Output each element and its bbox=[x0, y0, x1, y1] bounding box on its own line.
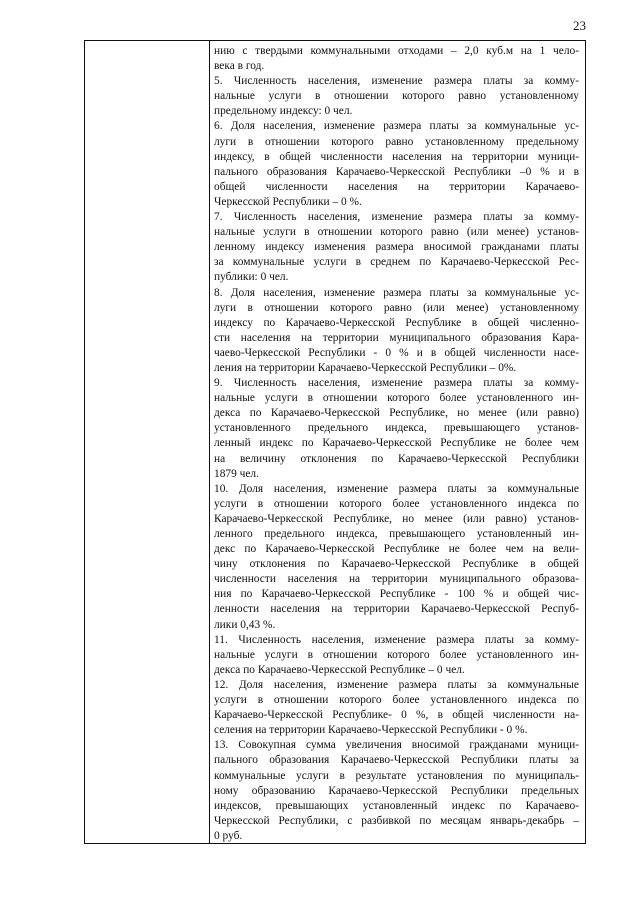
document-table bbox=[84, 40, 586, 844]
text-line: ному образованию Карачаево-Черкесской Республики предельных bbox=[214, 784, 579, 797]
text-line: 11. Численность населения, изменение размера платы за комму- bbox=[214, 633, 579, 646]
text-line: ленному индексу изменения размера вносимой гражданами платы bbox=[214, 241, 579, 254]
text-line: лики 0,43 %. bbox=[214, 618, 276, 631]
text-line: 13. Совокупная сумма увеличения вносимой гражданами муници- bbox=[214, 739, 579, 752]
text-line: декса по Карачаево-Черкесской Республике – 0 чел. bbox=[214, 663, 465, 676]
text-line: 8. Доля населения, изменение размера платы за коммунальные ус- bbox=[214, 286, 579, 299]
text-line: общей численности населения на территории Карачаево- bbox=[214, 180, 579, 193]
text-line: публики: 0 чел. bbox=[214, 271, 289, 284]
text-line: 6. Доля населения, изменение размера платы за коммунальные ус- bbox=[214, 120, 579, 133]
text-line: 1879 чел. bbox=[214, 467, 259, 480]
text-line: услуги в отношении которого более установленного индекса по bbox=[214, 694, 579, 707]
table-left-cell bbox=[85, 41, 210, 843]
text-line: ления на территории Карачаево-Черкесской Республики – 0%. bbox=[214, 361, 517, 374]
page-number: 23 bbox=[573, 18, 586, 33]
text-line: на величину отклонения по Карачаево-Черкесской Республики bbox=[214, 452, 579, 465]
table-right-cell bbox=[210, 41, 585, 843]
text-line: нальные услуги в отношении которого равно (или менее) установ- bbox=[214, 226, 579, 239]
text-line: нальные услуги в отношении которого более установленного ин- bbox=[214, 648, 579, 661]
text-line: нальные услуги в отношении которого более установленного ин- bbox=[214, 392, 579, 405]
text-line: 9. Численность населения, изменение размера платы за комму- bbox=[214, 377, 579, 390]
text-line: нальные услуги в отношении которого равно установленному bbox=[214, 90, 579, 103]
text-line: пального образования Карачаево-Черкесской Республики –0 % и в bbox=[214, 165, 579, 178]
text-line: ленности населения на территории Карачаево-Черкесской Респуб- bbox=[214, 603, 579, 616]
text-line: 7. Численность населения, изменение размера платы за комму- bbox=[214, 211, 579, 224]
text-line: 10. Доля населения, изменение размера платы за коммунальные bbox=[214, 482, 579, 495]
text-line: Карачаево-Черкесской Республике- 0 %, в общей численности на- bbox=[214, 709, 579, 722]
text-line: декса по Карачаево-Черкесской Республике, но менее (или равно) bbox=[214, 407, 579, 420]
text-line: 5. Численность населения, изменение размера платы за комму- bbox=[214, 75, 579, 88]
text-line: предельному индексу: 0 чел. bbox=[214, 105, 353, 118]
text-line: луги в отношении которого равно установленному предельному bbox=[214, 135, 579, 148]
text-line: ленный индекс по Карачаево-Черкесской Республике не более чем bbox=[214, 437, 579, 450]
text-line: услуги в отношении которого более установленного индекса по bbox=[214, 497, 579, 510]
text-line: коммунальные услуги в результате установления по муниципаль- bbox=[214, 769, 579, 782]
text-line: Черкесской Республики, с разбивкой по месяцам январь-декабрь – bbox=[214, 814, 579, 827]
text-line: индексу, в общей численности населения на территории муници- bbox=[214, 150, 579, 163]
text-line: численности населения на территории муниципального образова- bbox=[214, 573, 579, 586]
text-line: нию с твердыми коммунальными отходами – 2,0 куб.м на 1 чело- bbox=[214, 45, 579, 57]
text-line: пального образования Карачаево-Черкесской Республики платы за bbox=[214, 754, 579, 767]
text-line: 0 руб. bbox=[214, 829, 243, 842]
text-line: декс по Карачаево-Черкесской Республике не более чем на вели- bbox=[214, 543, 579, 556]
text-line: установленного предельного индекса, превышающего установ- bbox=[214, 422, 579, 435]
text-line: чаево-Черкесской Республики - 0 % и в общей численности насе- bbox=[214, 346, 579, 359]
text-line: 12. Доля населения, изменение размера платы за коммунальные bbox=[214, 678, 579, 691]
text-line: Черкесской Республики – 0 %. bbox=[214, 195, 362, 208]
text-line: века в год. bbox=[214, 60, 265, 73]
text-line: Карачаево-Черкесской Республике, но менее (или равно) установ- bbox=[214, 512, 579, 525]
text-line: луги в отношении которого равно (или менее) установленному bbox=[214, 301, 579, 314]
text-line: ния по Карачаево-Черкесской Республике - 100 % и общей чис- bbox=[214, 588, 579, 601]
text-line: индексов, превышающих установленный индекс по Карачаево- bbox=[214, 799, 579, 812]
text-line: сти населения на территории муниципального образования Кара- bbox=[214, 331, 579, 344]
text-line: ленного предельного индекса, превышающего установленный ин- bbox=[214, 528, 579, 540]
text-line: селения на территории Карачаево-Черкесской Республики - 0 %. bbox=[214, 724, 528, 737]
text-line: индексу по Карачаево-Черкесской Республике в общей численно- bbox=[214, 316, 579, 329]
text-line: за коммунальные услуги в среднем по Карачаево-Черкесской Рес- bbox=[214, 256, 579, 269]
text-line: чину отклонения по Карачаево-Черкесской Республике в общей bbox=[214, 558, 579, 571]
